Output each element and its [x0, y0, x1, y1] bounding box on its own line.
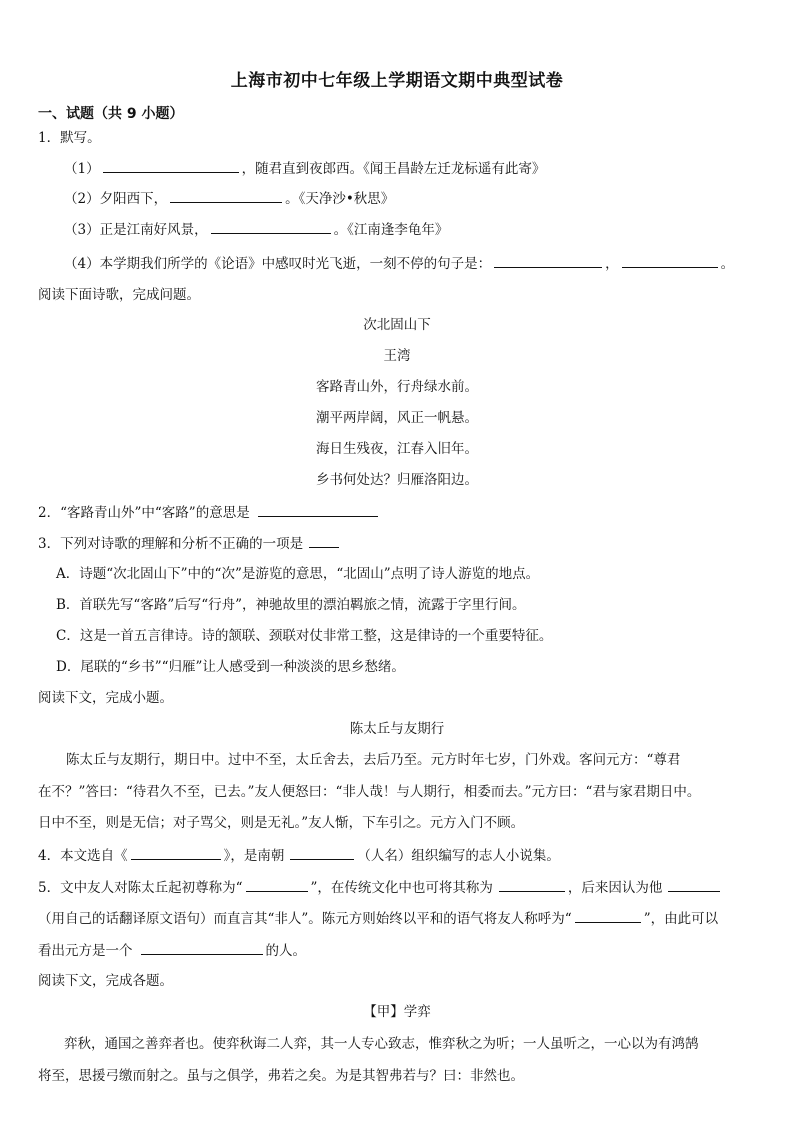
- poem-intro: 阅读下面诗歌，完成问题。: [38, 287, 200, 303]
- q5-text: （用自己的话翻译原文语句）而直言其“非人”。陈元方则始终以平和的语气将友人称呼为“: [38, 911, 572, 927]
- q1-sub1-suffix: ，随君直到夜郎西。《闻王昌龄左迁龙标遥有此寄》: [241, 161, 546, 177]
- q5-line2: [38, 908, 718, 929]
- passage2-title: 【甲】学弈: [363, 1004, 431, 1020]
- poem-line: 客路青山外，行舟绿水前。: [316, 379, 478, 395]
- passage-line: 在不？”答曰：“待君久不至，已去。”友人便怒曰：“非人哉！与人期行，相委而去。”元方曰：“君与家君期日中。: [38, 784, 701, 800]
- q1-sub2-prefix: （2）夕阳西下，: [64, 191, 168, 207]
- answer-blank[interactable]: [290, 845, 354, 860]
- q2-text: 2．“客路青山外”中“客路”的意思是: [38, 505, 250, 521]
- q3-option-c[interactable]: C．这是一首五言律诗。诗的颔联、颈联对仗非常工整，这是律诗的一个重要特征。: [56, 628, 553, 644]
- q5-text: ”，由此可以: [643, 911, 719, 927]
- answer-blank[interactable]: [131, 845, 221, 860]
- q5-text: ，后来因认为他: [567, 880, 663, 896]
- passage-intro: 阅读下文，完成小题。: [38, 690, 173, 706]
- answer-blank[interactable]: [499, 877, 565, 892]
- q1-sub3: [64, 219, 448, 240]
- q1-sub1-prefix: （1）: [64, 161, 100, 177]
- q5-line3: [38, 940, 306, 961]
- answer-blank[interactable]: [668, 877, 720, 892]
- q4: [38, 845, 560, 866]
- q4-mid: 》，是南朝: [223, 848, 285, 864]
- q3-option-b[interactable]: B．首联先写“客路”后写“行舟”，神驰故里的漂泊羁旅之情，流露于字里行间。: [56, 597, 526, 613]
- q1-sub3-suffix: 。《江南逢李龟年》: [333, 222, 449, 238]
- poem-title: 次北固山下: [363, 317, 431, 333]
- q5-text: ”，在传统文化中也可将其称为: [310, 880, 493, 896]
- exam-title: 上海市初中七年级上学期语文期中典型试卷: [230, 71, 564, 91]
- passage2-line: 将至，思援弓缴而射之。虽与之俱学，弗若之矣。为是其智弗若与？曰：非然也。: [38, 1068, 524, 1084]
- poem-line: 海日生残夜，江春入旧年。: [316, 441, 478, 457]
- q5-line1: [38, 877, 723, 898]
- answer-blank[interactable]: [141, 940, 263, 955]
- q4-suffix: （人名）组织编写的志人小说集。: [357, 848, 560, 864]
- q5-text: 看出元方是一个: [38, 943, 133, 959]
- answer-blank[interactable]: [103, 158, 239, 173]
- q4-prefix: 4．本文选自《: [38, 848, 128, 864]
- q5-text: 5．文中友人对陈太丘起初尊称为“: [38, 880, 243, 896]
- poem-line: 潮平两岸阔，风正一帆悬。: [316, 410, 478, 426]
- passage-title: 陈太丘与友期行: [349, 721, 445, 737]
- answer-blank[interactable]: [622, 253, 718, 268]
- q1-sub1: [64, 158, 545, 179]
- answer-blank[interactable]: [170, 188, 282, 203]
- q3-option-a[interactable]: A．诗题“次北固山下”中的“次”是游览的意思，“北固山”点明了诗人游览的地点。: [56, 566, 540, 582]
- answer-blank[interactable]: [494, 253, 602, 268]
- answer-blank[interactable]: [575, 908, 641, 923]
- q1-sub2: [64, 188, 394, 209]
- q1-sub3-prefix: （3）正是江南好风景，: [64, 222, 208, 238]
- q3-stem: 3．下列对诗歌的理解和分析不正确的一项是: [38, 536, 304, 552]
- passage2-line: 弈秋，通国之善弈者也。使弈秋诲二人弈，其一人专心致志，惟弈秋之为听；一人虽听之，一心以为有鸿鹄: [64, 1036, 699, 1052]
- q1-sub4-mid: ，: [605, 256, 619, 272]
- q3-option-d[interactable]: D．尾联的“乡书”“归雁”让人感受到一种淡淡的思乡愁绪。: [56, 659, 405, 675]
- q1-sub4: [64, 253, 734, 274]
- answer-blank[interactable]: [211, 219, 331, 234]
- passage-line: 陈太丘与友期行，期日中。过中不至，太丘舍去，去后乃至。元方时年七岁，门外戏。客问元方：“尊君: [66, 752, 681, 768]
- poem-author: 王湾: [383, 348, 411, 364]
- answer-blank[interactable]: [309, 533, 339, 548]
- q3-stem-line: [38, 533, 342, 554]
- answer-blank[interactable]: [246, 877, 308, 892]
- q5-text: 的人。: [265, 943, 306, 959]
- passage2-intro: 阅读下文，完成各题。: [38, 973, 173, 989]
- q1-sub4-suffix: 。: [720, 256, 735, 272]
- q1-sub2-suffix: 。《天净沙•秋思》: [285, 191, 395, 207]
- q1-stem: 1．默写。: [38, 130, 101, 146]
- poem-line: 乡书何处达？归雁洛阳边。: [316, 472, 478, 488]
- answer-blank[interactable]: [258, 502, 378, 517]
- section-heading: 一、试题（共 9 小题）: [38, 106, 184, 122]
- q1-sub4-prefix: （4）本学期我们所学的《论语》中感叹时光飞逝，一刻不停的句子是：: [64, 256, 492, 272]
- q2: [38, 502, 381, 523]
- passage-line: 日中不至，则是无信；对子骂父，则是无礼。”友人惭，下车引之。元方入门不顾。: [38, 815, 525, 831]
